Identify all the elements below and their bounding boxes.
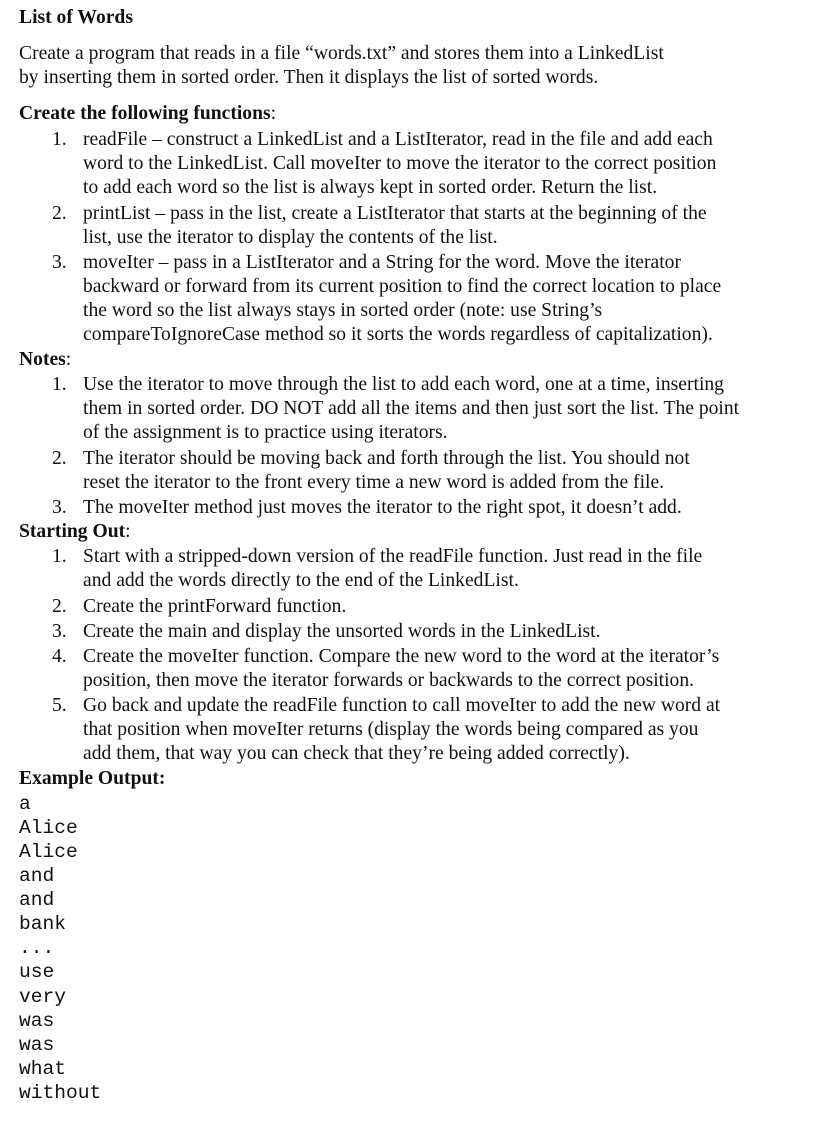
output-line: was bbox=[19, 1010, 55, 1032]
list-number: 3. bbox=[52, 252, 67, 273]
intro-line: by inserting them in sorted order. Then it displays the list of sorted words. bbox=[19, 67, 599, 88]
output-line: was bbox=[19, 1034, 55, 1056]
notes-heading-text: Notes bbox=[19, 349, 66, 370]
list-item-line: and add the words directly to the end of the LinkedList. bbox=[83, 570, 519, 591]
list-item-line: to add each word so the list is always kept in sorted order. Return the list. bbox=[83, 177, 658, 198]
list-item-line: moveIter – pass in a ListIterator and a String for the word. Move the iterator bbox=[83, 252, 681, 273]
output-line: Alice bbox=[19, 817, 78, 839]
list-item-line: word to the LinkedList. Call moveIter to move the iterator to the correct position bbox=[83, 153, 717, 174]
intro-line: Create a program that reads in a file “words.txt” and stores them into a LinkedList bbox=[19, 43, 664, 64]
list-number: 3. bbox=[52, 497, 67, 518]
list-number: 4. bbox=[52, 646, 67, 667]
list-number: 2. bbox=[52, 596, 67, 617]
output-line: without bbox=[19, 1082, 102, 1104]
starting-heading bbox=[19, 520, 131, 544]
list-item-line: readFile – construct a LinkedList and a ListIterator, read in the file and add each bbox=[83, 129, 713, 150]
list-item-line: of the assignment is to practice using iterators. bbox=[83, 422, 448, 443]
list-item-line: list, use the iterator to display the contents of the list. bbox=[83, 227, 498, 248]
starting-heading-text: Starting Out bbox=[19, 521, 126, 542]
list-item-line: Go back and update the readFile function to call moveIter to add the new word at bbox=[83, 695, 721, 716]
list-item-line: the word so the list always stays in sorted order (note: use String’s bbox=[83, 300, 603, 321]
output-line: and bbox=[19, 889, 55, 911]
notes-heading-colon: : bbox=[65, 349, 72, 370]
list-item-line: Create the printForward function. bbox=[83, 596, 347, 617]
list-item-line: that position when moveIter returns (display the words being compared as you bbox=[83, 719, 699, 740]
list-number: 1. bbox=[52, 374, 67, 395]
list-item-line: add them, that way you can check that they’re being added correctly). bbox=[83, 743, 630, 764]
list-item-line: The moveIter method just moves the iterator to the right spot, it doesn’t add. bbox=[83, 497, 682, 518]
list-item-line: Start with a stripped-down version of the readFile function. Just read in the file bbox=[83, 546, 703, 567]
output-line: bank bbox=[19, 913, 67, 935]
list-item-line: position, then move the iterator forwards or backwards to the correct position. bbox=[83, 670, 695, 691]
list-item-line: printList – pass in the list, create a ListIterator that starts at the beginning of the bbox=[83, 203, 707, 224]
list-number: 5. bbox=[52, 695, 67, 716]
list-item-line: backward or forward from its current position to find the correct location to place bbox=[83, 276, 722, 297]
list-item-line: them in sorted order. DO NOT add all the items and then just sort the list. The point bbox=[83, 398, 740, 419]
list-number: 3. bbox=[52, 621, 67, 642]
doc-title: List of Words bbox=[19, 7, 133, 28]
list-number: 2. bbox=[52, 203, 67, 224]
list-item-line: Create the main and display the unsorted words in the LinkedList. bbox=[83, 621, 601, 642]
output-line: a bbox=[19, 793, 31, 815]
list-number: 1. bbox=[52, 129, 67, 150]
output-line: and bbox=[19, 865, 55, 887]
functions-heading-colon: : bbox=[270, 103, 277, 124]
list-item-line: compareToIgnoreCase method so it sorts the words regardless of capitalization). bbox=[83, 324, 713, 345]
list-item-line: Create the moveIter function. Compare the new word to the word at the iterator’s bbox=[83, 646, 720, 667]
list-item-line: Use the iterator to move through the list to add each word, one at a time, inserting bbox=[83, 374, 724, 395]
output-line: ... bbox=[19, 937, 55, 959]
list-item-line: reset the iterator to the front every time a new word is added from the file. bbox=[83, 472, 665, 493]
output-line: what bbox=[19, 1058, 67, 1080]
functions-heading bbox=[19, 102, 276, 126]
list-number: 2. bbox=[52, 448, 67, 469]
notes-heading bbox=[19, 348, 71, 372]
output-line: use bbox=[19, 961, 55, 983]
list-item-line: The iterator should be moving back and forth through the list. You should not bbox=[83, 448, 690, 469]
output-line: Alice bbox=[19, 841, 78, 863]
starting-heading-colon: : bbox=[125, 521, 131, 542]
example-heading: Example Output: bbox=[19, 768, 166, 789]
functions-heading-text: Create the following functions bbox=[19, 103, 271, 124]
output-line: very bbox=[19, 986, 67, 1008]
list-number: 1. bbox=[52, 546, 67, 567]
